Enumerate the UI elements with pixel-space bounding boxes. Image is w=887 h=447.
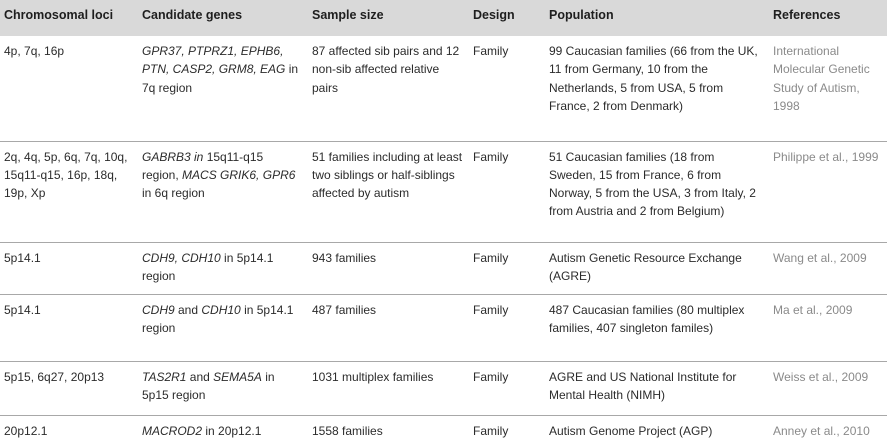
gene-name: GRM8, EAG xyxy=(218,62,286,77)
gene-name: MACROD2 xyxy=(142,423,203,438)
table-row xyxy=(0,141,887,242)
reference-cell: Anney et al., 2010 xyxy=(773,423,870,438)
genes-cell xyxy=(138,36,308,141)
column-header-loci: Chromosomal loci xyxy=(0,0,138,36)
gene-name: CDH9, CDH10 xyxy=(142,250,221,265)
gene-region-text: 15q11-q15 region, xyxy=(142,149,264,182)
column-header-sample-size: Sample size xyxy=(308,0,469,36)
gene-region-text: and xyxy=(186,369,214,384)
sample-size-cell: 487 families xyxy=(308,294,469,361)
population-cell: 51 Caucasian families (18 from Sweden, 15 from France, 6 from Norway, 5 from the USA, 3 from Italy, 2 from Austria and 2 from Belgium) xyxy=(545,141,769,242)
table-row xyxy=(0,361,887,415)
table-row xyxy=(0,415,887,447)
reference-cell: Wang et al., 2009 xyxy=(769,242,887,294)
gene-region-text: in 6q region xyxy=(142,186,205,201)
design-cell: Family xyxy=(469,36,545,141)
reference-cell: Ma et al., 2009 xyxy=(769,294,887,361)
design-cell: Family xyxy=(469,141,545,242)
gene-name: EPHB6, PTN, CASP2, xyxy=(142,44,284,77)
table-header xyxy=(0,0,887,36)
loci-cell: 5p14.1 xyxy=(0,294,138,361)
gene-name: GPR6 xyxy=(262,167,296,182)
loci-cell: 2q, 4q, 5p, 6q, 7q, 10q, 15q11-q15, 16p, 18q, 19p, Xp xyxy=(0,141,138,242)
design-cell: Family xyxy=(469,294,545,361)
design-cell: Family xyxy=(473,423,509,438)
column-header-population: Population xyxy=(545,0,769,36)
gene-name: GABRB3 in xyxy=(142,149,204,164)
table-row xyxy=(0,294,887,361)
gene-name: SEMA5A xyxy=(213,369,262,384)
table-body xyxy=(0,36,887,447)
gene-region-text: in 5p15 region xyxy=(142,369,275,402)
gene-name: MACS GRIK6, xyxy=(182,167,260,182)
gene-region-text: and xyxy=(174,302,202,317)
population-cell: 99 Caucasian families (66 from the UK, 11 from Germany, 10 from the Netherlands, 5 from USA, 5 from France, 2 from Denmark) xyxy=(545,36,769,141)
gene-region-text: in 7q region xyxy=(142,62,299,95)
loci-cell: 5p14.1 xyxy=(0,242,138,294)
gene-region-text: in 5p14.1 region xyxy=(142,302,294,335)
sample-size-cell: 943 families xyxy=(308,242,469,294)
header-row xyxy=(0,0,887,36)
sample-size-cell: 51 families including at least two siblings or half-siblings affected by autism xyxy=(308,141,469,242)
sample-size-cell: 87 affected sib pairs and 12 non-sib affected relative pairs xyxy=(308,36,469,141)
gene-region-text: in 5p14.1 region xyxy=(142,250,274,283)
column-header-design: Design xyxy=(469,0,545,36)
gene-region-text: in 20p12.1 xyxy=(202,423,262,438)
sample-size-cell: 1031 multiplex families xyxy=(308,361,469,415)
population-cell: AGRE and US National Institute for Mental Health (NIMH) xyxy=(545,361,769,415)
reference-cell: Weiss et al., 2009 xyxy=(769,361,887,415)
genes-cell xyxy=(138,141,308,242)
loci-cell: 4p, 7q, 16p xyxy=(0,36,138,141)
population-cell: Autism Genome Project (AGP) xyxy=(549,423,713,438)
reference-cell: Philippe et al., 1999 xyxy=(769,141,887,242)
column-header-genes: Candidate genes xyxy=(138,0,308,36)
population-cell: Autism Genetic Resource Exchange (AGRE) xyxy=(545,242,769,294)
genes-cell xyxy=(138,361,308,415)
loci-cell: 5p15, 6q27, 20p13 xyxy=(0,361,138,415)
table-row xyxy=(0,36,887,141)
column-header-references: References xyxy=(769,0,887,36)
gene-name: GPR37, PTPRZ1, xyxy=(142,44,238,58)
gene-name: CDH9 xyxy=(142,302,175,317)
genes-cell xyxy=(138,294,308,361)
sample-size-cell: 1558 families xyxy=(312,423,383,438)
gene-name: CDH10 xyxy=(201,302,241,317)
reference-cell: International Molecular Genetic Study of Autism, 1998 xyxy=(769,36,887,141)
loci-cell: 20p12.1 xyxy=(4,423,48,438)
gene-name: TAS2R1 xyxy=(142,369,187,384)
table-row xyxy=(0,242,887,294)
genes-cell xyxy=(138,242,308,294)
genes-cell xyxy=(138,415,308,447)
design-cell: Family xyxy=(469,361,545,415)
design-cell: Family xyxy=(469,242,545,294)
population-cell: 487 Caucasian families (80 multiplex families, 407 singleton familes) xyxy=(545,294,769,361)
